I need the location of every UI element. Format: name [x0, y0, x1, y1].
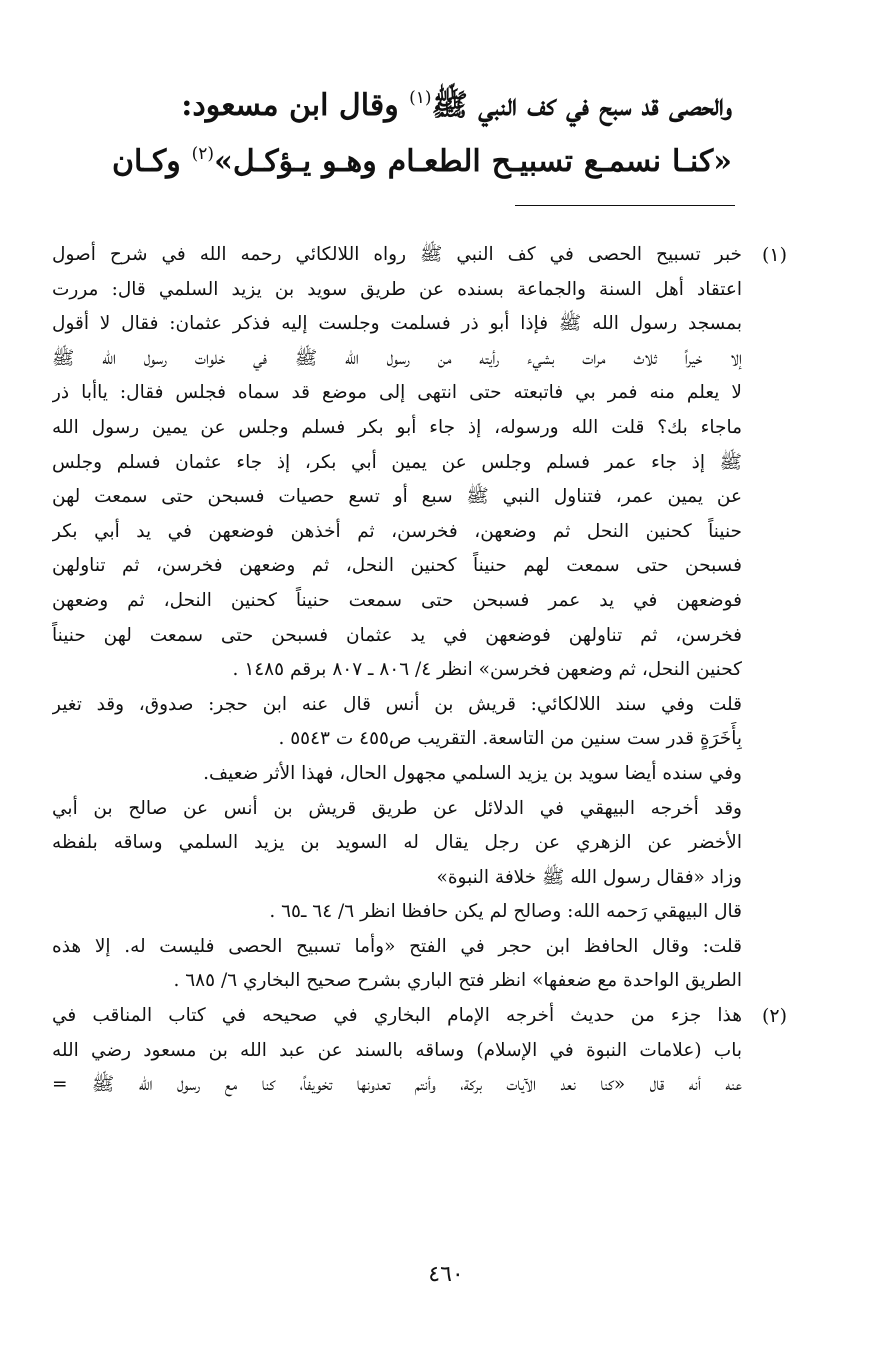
footnote-line: إلا خيراً ثلاث مرات بشيء رأيته من رسول الله ﷺ في خلوات رسول الله ﷺ [52, 347, 742, 369]
footnote-line: فخرسن، ثم تناولهن فوضعهن في يد عثمان فسبحن حتى سمعت لهن حنيناً [52, 624, 742, 646]
footnote-line: وزاد «فقال رسول الله ﷺ خلافة النبوة» [436, 866, 742, 888]
main-text-line [112, 78, 732, 134]
main-text [112, 78, 732, 190]
footnotes [52, 238, 787, 1103]
footnote-line: بِأَخَرَةٍ قدر ست سنين من التاسعة. التقريب ص٤٥٥ ت ٥٥٤٣ . [278, 728, 742, 750]
footnote-line: ﷺ إذ جاء عمر فسلم وجلس عن يمين أبي بكر، إذ جاء عثمان فسلم وجلس [52, 451, 742, 473]
footnote-ref[interactable]: (١) [409, 88, 432, 108]
footnote-line: عن يمين عمر، فتناول النبي ﷺ سبع أو تسع حصيات فسبحن حتى سمعت لهن [52, 486, 742, 508]
footnote-line: اعتقاد أهل السنة والجماعة بسنده عن طريق سويد بن يزيد السلمي قال: مررت [52, 278, 742, 300]
main-text-line [112, 134, 732, 190]
footnote-line: الأخضر عن الزهري عن رجل يقال له السويد بن يزيد السلمي وساقه بلفظه [52, 832, 742, 854]
footnote-line: لا يعلم منه فمر بي فاتبعته حتى انتهى إلى موضع قد سماه فجلس فقال: ياأبا ذر [52, 382, 742, 404]
footnote-1 [52, 238, 787, 999]
footnote-line: خبر تسبيح الحصى في كف النبي ﷺ رواه اللالكائي رحمه الله في شرح أصول [52, 244, 742, 265]
footnote-line: عنه أنه قال «كنا نعد الآيات بركة، وأنتم تعدونها تخويفاً، كنا مع رسول الله ﷺ = [52, 1074, 742, 1096]
page-number: ٤٦٠ [428, 1262, 464, 1287]
footnote-line: كحنين النحل، ثم وضعهن فخرسن» انظر ٤/ ٨٠٦ ـ ٨٠٧ برقم ١٤٨٥ . [232, 659, 742, 681]
main-text-segment: والحصى قد سبح في كف النبي ﷺ [431, 88, 732, 123]
footnote-number: (٢) [761, 1005, 787, 1028]
footnote-ref[interactable]: (٢) [191, 144, 215, 164]
main-text-segment: وكـان [112, 144, 192, 179]
footnote-line: ماجاء بك؟ قلت الله ورسوله، إذ جاء أبو بكر فسلم وجلس عن يمين رسول الله [52, 416, 742, 438]
footnote-line: فسبحن حتى سمعت لهم حنيناً كحنين النحل، ثم وضعهن فخرسن، ثم تناولهن [52, 555, 742, 577]
footnote-line: حنيناً كحنين النحل ثم وضعهن، فخرسن، ثم أخذهن فوضعهن في يد أبي بكر [52, 520, 742, 542]
footnote-line: قلت: وقال الحافظ ابن حجر في الفتح «وأما تسبيح الحصى فليست له. إلا هذه [52, 935, 742, 957]
footnote-line: الطريق الواحدة مع ضعفها» انظر فتح الباري بشرح صحيح البخاري ٦/ ٦٨٥ . [173, 970, 742, 992]
main-text-segment: وقال ابن مسعود: [181, 88, 410, 123]
footnote-number: (١) [761, 244, 787, 266]
footnote-line: وقد أخرجه البيهقي في الدلائل عن طريق قريش بن أنس عن صالح بن أبي [52, 797, 742, 819]
footnote-2 [52, 999, 787, 1103]
footnote-line: قال البيهقي رَحمه الله: وصالح لم يكن حافظا انظر ٦/ ٦٤ ـ٦٥ . [269, 901, 742, 923]
main-text-segment: «كنـا نسمـع تسبيـح الطعـام وهـو يـؤكـل» [214, 144, 732, 179]
footnote-line: قلت وفي سند اللالكائي: قريش بن أنس قال عنه ابن حجر: صدوق، وقد تغير [52, 693, 742, 715]
footnote-line: بمسجد رسول الله ﷺ فإذا أبو ذر فسلمت وجلست إليه فذكر عثمان: فقال لا أقول [52, 313, 742, 335]
footnote-line: هذا جزء من حديث أخرجه الإمام البخاري في صحيحه في كتاب المناقب في [52, 1005, 742, 1027]
footnote-line: باب (علامات النبوة في الإسلام) وساقه بالسند عن عبد الله بن مسعود رضي الله [52, 1039, 742, 1061]
footnote-line: وفي سنده أيضا سويد بن يزيد السلمي مجهول الحال، فهذا الأثر ضعيف. [203, 762, 742, 784]
footnote-separator [515, 205, 735, 206]
footnote-line: فوضعهن في يد عمر فسبحن حتى سمعت حنيناً كحنين النحل، ثم وضعهن [52, 589, 742, 611]
